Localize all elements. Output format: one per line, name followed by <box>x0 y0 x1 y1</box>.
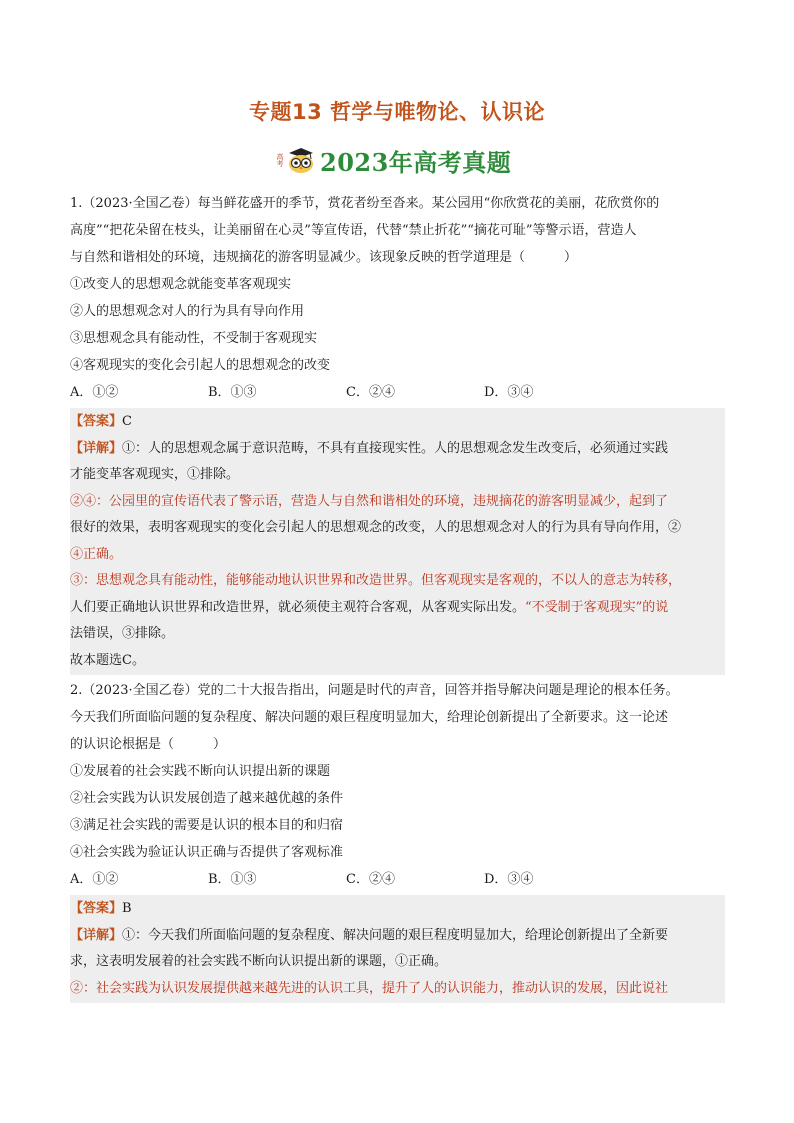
answer-explanation <box>70 408 725 675</box>
question-stem-line: 的认识论根据是（ ） <box>70 737 227 752</box>
option-statement: ③满足社会实践的需要是认识的根本目的和归宿 <box>70 818 344 833</box>
logo <box>270 145 316 175</box>
answer-line <box>70 896 725 923</box>
section-subtitle: 2023年高考真题 <box>320 147 512 177</box>
detail-text: 很好的效果，表明客观现实的变化会引起人的思想观念的改变，人的思想观念对人的行为具有导向作用，② <box>70 520 682 535</box>
answer-tag: 【答案】 <box>70 901 123 916</box>
conclusion: 故本题选C。 <box>70 652 145 668</box>
detail-quote: “不受制于客观现实”的说 <box>525 599 669 615</box>
answer-explanation <box>70 895 725 1003</box>
owl-icon <box>286 145 316 175</box>
option-statement: ④社会实践为验证认识正确与否提供了客观标准 <box>70 845 344 860</box>
choice-a: A．①② <box>70 385 119 400</box>
logo-seal-text: 高考 <box>276 153 284 167</box>
choice-b: B．①③ <box>208 872 257 887</box>
detail-line: 法错误，③排除。 <box>70 626 175 641</box>
detail-line: 求，这表明发展着的社会实践不断向认识提出新的课题，①正确。 <box>70 954 448 969</box>
question-stem-line: 与自然和谐相处的环境，违规摘花的游客明显减少。该现象反映的哲学道理是（ ） <box>70 250 578 265</box>
detail-line <box>70 515 725 542</box>
detail-line: ②：社会实践为认识发展提供越来越先进的认识工具，提升了人的认识能力，推动认识的发展，因此说社 <box>70 980 669 996</box>
option-statement: ④客观现实的变化会引起人的思想观念的改变 <box>70 358 331 373</box>
detail-line: ③：思想观念具有能动性，能够能动地认识世界和改造世界。但客观现实是客观的，不以人的意志为转移， <box>70 573 682 588</box>
detail-line: 才能变革客观现实，①排除。 <box>70 467 240 482</box>
option-statement: ②社会实践为认识发展创造了越来越优越的条件 <box>70 791 344 806</box>
question-stem-line: 今天我们所面临问题的复杂程度、解决问题的艰巨程度明显加大，给理论创新提出了全新要求。这一论述 <box>70 710 669 725</box>
detail-tag: 【详解】 <box>70 440 123 456</box>
option-statement: ③思想观念具有能动性，不受制于客观现实 <box>70 331 318 346</box>
choice-d: D．③④ <box>484 385 534 400</box>
content <box>70 190 725 1003</box>
detail-tag: 【详解】 <box>70 927 123 943</box>
option-statement: ②人的思想观念对人的行为具有导向作用 <box>70 304 305 319</box>
choice-d: D．③④ <box>484 872 534 887</box>
question-1 <box>70 190 725 675</box>
detail-line: ④正确。 <box>70 546 123 562</box>
answer-value: C <box>122 414 132 429</box>
choice-b: B．①③ <box>208 385 257 400</box>
detail-text: ①：人的思想观念属于意识范畴，不具有直接现实性。人的思想观念发生改变后，必须通过实践 <box>122 440 669 456</box>
choice-c: C．②④ <box>346 385 395 400</box>
choice-a: A．①② <box>70 872 119 887</box>
question-stem-line: 高度”“把花朵留在枝头，让美丽留在心灵”等宣传语，代替“禁止折花”“摘花可耻”等警示语，营造人 <box>70 223 637 238</box>
page-title: 专题13 哲学与唯物论、认识论 <box>248 100 546 124</box>
section-header <box>270 140 511 180</box>
answer-line <box>70 409 725 436</box>
detail-line <box>70 923 725 950</box>
detail-line: ②④：公园里的宣传语代表了警示语，营造人与自然和谐相处的环境，违规摘花的游客明显减少，起到了 <box>70 493 669 509</box>
question-stem-line: 1.（2023·全国乙卷）每当鲜花盛开的季节，赏花者纷至沓来。某公园用“你欣赏花的美丽，花欣赏你的 <box>70 196 660 211</box>
detail-line <box>70 595 725 622</box>
answer-choices <box>70 379 725 406</box>
option-statement: ①发展着的社会实践不断向认识提出新的课题 <box>70 764 331 779</box>
detail-line <box>70 436 725 463</box>
question-2 <box>70 677 725 1003</box>
detail-text: ①：今天我们所面临问题的复杂程度、解决问题的艰巨程度明显加大，给理论创新提出了全新要 <box>122 927 669 943</box>
detail-text: 人们要正确地认识世界和改造世界，就必须使主观符合客观，从客观实际出发。 <box>70 599 526 615</box>
option-statement: ①改变人的思想观念就能变革客观现实 <box>70 277 292 292</box>
answer-tag: 【答案】 <box>70 414 123 429</box>
choice-c: C．②④ <box>346 872 395 887</box>
answer-value: B <box>122 901 132 916</box>
answer-choices <box>70 866 725 893</box>
question-stem-line: 2.（2023·全国乙卷）党的二十大报告指出，问题是时代的声音，回答并指导解决问题是理论的根本任务。 <box>70 683 679 698</box>
